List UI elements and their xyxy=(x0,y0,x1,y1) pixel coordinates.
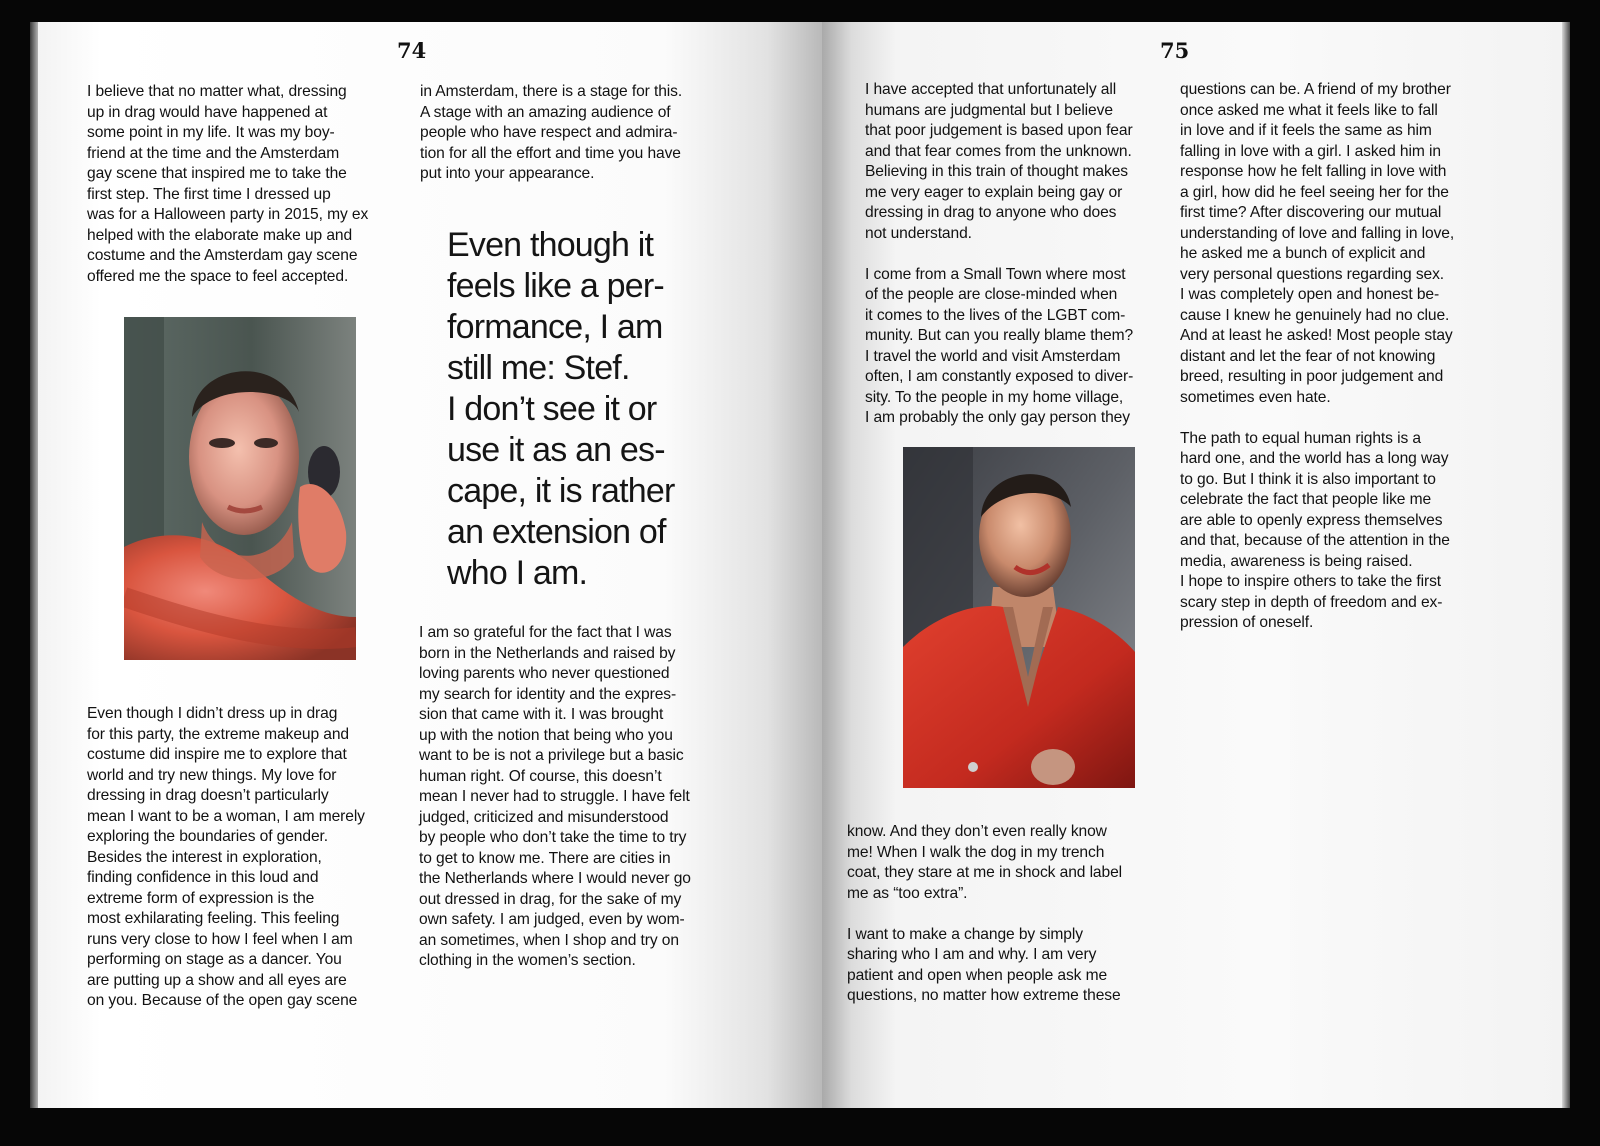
page-number-right: 75 xyxy=(1160,38,1190,63)
right-book-edge xyxy=(1562,22,1570,1108)
right-column2-text: questions can be. A friend of my brother once asked me what it feels like to fall in love and if it feels the same as him falling in love with a girl. I asked him in response how he felt falling in love with a girl, how did he feel seeing her for the first time? After discovering our mutual understanding of love and falling in love, he asked me a bunch of explicit and very personal questions regarding sex. I was completely open and honest be- cause I knew he genuinely had no clue. And at least he asked! Most people stay distant and let the fear of not knowing breed, resulting in poor judgement and sometimes even hate. The path to equal human rights is a hard one, and the world has a long way to go. But I think it is also important to celebrate the fact that people like me are able to openly express themselves and that, because of the attention in the media, awareness is being raised. I hope to inspire others to take the first scary step in depth of freedom and ex- pression of oneself. xyxy=(1180,81,1455,631)
portrait-photo-red-jacket xyxy=(903,447,1135,788)
right-column1-bottom-text: know. And they don’t even really know me! When I walk the dog in my trench coat, they stare at me in shock and label me as “too extra”. I want to make a change by simply sharing who I am and why. I am very patient and open when people ask me questions, no matter how extreme these xyxy=(847,823,1123,1004)
right-page xyxy=(822,22,1564,1108)
left-column1-top-text: I believe that no matter what, dressing up in drag would have happened at some point in my life. It was my boy- friend at the time and the Amsterdam gay scene that inspired me to take the first step. The first time I dressed up was for a Halloween party in 2015, my ex helped with the elaborate make up and costume and the Amsterdam gay scene offered me the space to feel accepted. xyxy=(87,83,369,285)
left-column2-bottom-text: I am so grateful for the fact that I was born in the Netherlands and raised by loving parents who never questioned my search for identity and the expres- sion that came with it. I was brought up with the notion that being who you want to be is not a privilege but a basic human right. Of course, this doesn’t mean I never had to struggle. I have felt judged, criticized and misunderstood by people who don’t take the time to try to get to know me. There are cities in the Netherlands where I would never go out dressed in drag, for the sake of my own safety. I am judged, even by wom- an sometimes, when I shop and try on clothing in the women’s section. xyxy=(419,624,691,969)
page-number-left: 74 xyxy=(397,38,427,63)
left-column1-bottom-text: Even though I didn’t dress up in drag for this party, the extreme makeup and costume did inspire me to explore that world and try new things. My love for dressing in drag doesn’t particularly mean I want to be a woman, I am merely exploring the boundaries of gender. Besides the interest in exploration, finding confidence in this loud and extreme form of expression is the most exhilarating feeling. This feeling runs very close to how I feel when I am performing on stage as a dancer. You are putting up a show and all eyes are on you. Because of the open gay scene xyxy=(87,705,365,1009)
left-column2-top-text: in Amsterdam, there is a stage for this. A stage with an amazing audience of people who have respect and admira- tion for all the effort and time you have put into your appearance. xyxy=(420,83,683,182)
portrait-photo-makeup xyxy=(124,317,356,660)
right-column1-top-text: I have accepted that unfortunately all humans are judgmental but I believe that poor judgement is based upon fear and that fear comes from the unknown. Believing in this train of thought makes me very eager to explain being gay or dressing in drag to anyone who does not understand. I come from a Small Town where most of the people are close-minded when it comes to the lives of the LGBT com- munity. But can you really blame them? I travel the world and visit Amsterdam often, I am constantly exposed to diver- sity. To the people in my home village, I am probably the only gay person they xyxy=(865,81,1134,426)
pull-quote: Even though it feels like a per- formance, I am still me: Stef. I don’t see it or use it as an es- cape, it is rather an extension of who I am. xyxy=(447,226,675,592)
left-page xyxy=(38,22,822,1108)
